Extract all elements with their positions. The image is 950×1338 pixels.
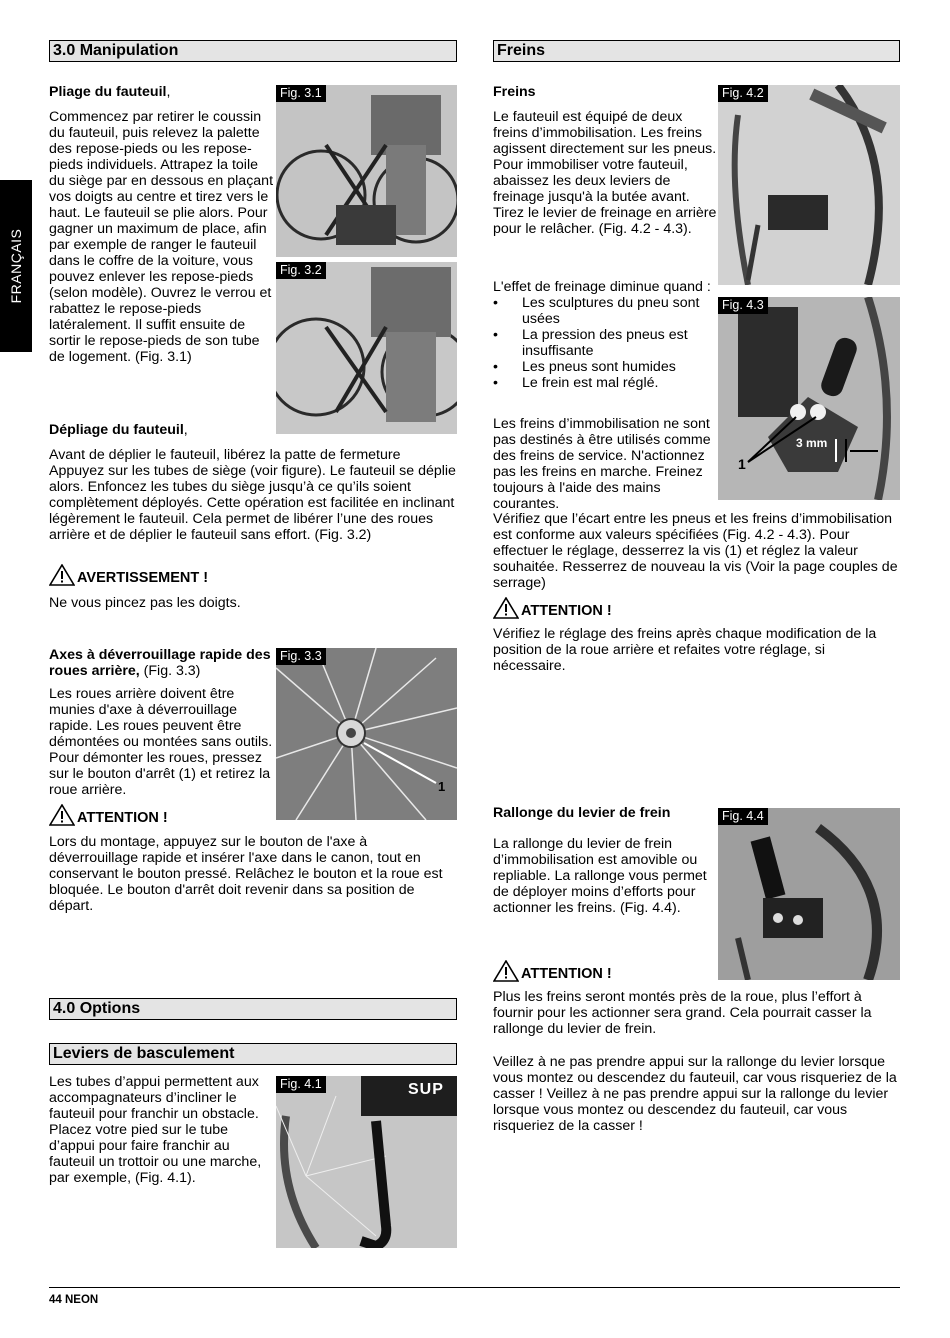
immob-paragraph xyxy=(493,416,719,512)
attention-1-text: Lors du montage, appuyez sur le bouton de l'axe à déverrouillage rapide et insérer l'axe dans le canon, tout en conservant le bouton pressé. Relâchez le bouton et la roue est bloquée. Le bouton d'arrêt doit revenir dans sa position de départ. xyxy=(49,834,443,914)
attention-notice-1 xyxy=(49,804,168,828)
section-header-manipulation-label: 3.0 Manipulation xyxy=(53,42,179,59)
list-item: • Le frein est mal réglé. xyxy=(493,375,715,391)
attention-1-paragraph xyxy=(49,834,457,914)
freins-text: Le fauteuil est équipé de deux freins d’immobilisation. Les freins agissent directement sur les pneus. Pour immobiliser votre fauteuil, abaissez les deux leviers de freinage jusqu'à la butée avant. Tirez le levier de freinage en arrière pour le relâcher. (Fig. 4.2 - 4.3). xyxy=(493,109,717,237)
effet-intro: L'effet de freinage diminue quand : xyxy=(493,279,711,295)
figure-4-2 xyxy=(718,85,900,285)
folding-wheelchair-illustration xyxy=(276,85,457,257)
depliage-title: Dépliage du fauteuil xyxy=(49,422,184,438)
section-header-leviers xyxy=(49,1043,457,1065)
final-paragraph xyxy=(493,1054,900,1134)
figure-4-1-label: Fig. 4.1 xyxy=(276,1076,326,1093)
figure-4-3-measurement: 3 mm xyxy=(796,436,828,450)
figure-4-3 xyxy=(718,297,900,500)
immob-text: Les freins d’immobilisation ne sont pas destinés à être utilisés comme des freins de service. N'actionnez pas les freins en marche. Freinez toujours à l'aide des mains courantes. xyxy=(493,416,711,512)
freins-title: Freins xyxy=(493,84,536,100)
section-header-freins-label: Freins xyxy=(497,42,546,59)
figure-4-1 xyxy=(276,1076,457,1248)
pliage-title: Pliage du fauteuil xyxy=(49,84,167,100)
depliage-paragraph xyxy=(49,447,457,543)
attention-2-text: Vérifiez le réglage des freins après chaque modification de la position de la roue arrière et refaites votre réglage, si nécessaire. xyxy=(493,626,877,674)
unfolding-wheelchair-illustration xyxy=(276,262,457,434)
verif-text: Vérifiez que l’écart entre les pneus et les freins d’immobilisation est conforme aux valeurs spécifiées (Fig. 4.2 - 4.3). Pour effectuer le réglage, desserrez la vis (1) et réglez la valeur souhaitée. Resserrez de nouveau la vis (Voir la page couples de serrage) xyxy=(493,511,898,591)
warning-icon xyxy=(493,960,519,982)
section-header-manipulation xyxy=(49,40,457,62)
pliage-paragraph xyxy=(49,109,277,365)
depliage-title-suffix: , xyxy=(183,422,188,438)
figure-4-3-label: Fig. 4.3 xyxy=(718,297,768,314)
tipping-lever-illustration xyxy=(276,1076,457,1248)
warning-icon xyxy=(49,804,75,826)
freins-heading xyxy=(493,84,713,100)
rallonge-heading xyxy=(493,805,715,821)
avertissement-label: AVERTISSEMENT ! xyxy=(77,570,209,586)
brake-illustration xyxy=(718,85,900,285)
axes-title: Axes à déverrouillage rapide des roues arrière, xyxy=(49,647,271,679)
final-text: Veillez à ne pas prendre appui sur la rallonge du levier lorsque vous montez ou descendez du fauteuil, car vous risqueriez de la casser ! Veillez à ne pas prendre appui sur la rallonge du levier lorsque vous montez ou descendez du fauteuil, car vous risqueriez de la casser ! xyxy=(493,1054,897,1134)
language-tab xyxy=(0,180,32,352)
warning-icon xyxy=(49,564,75,586)
attention-notice-2 xyxy=(493,597,612,621)
language-tab-label: FRANÇAIS xyxy=(8,228,24,304)
figure-3-1 xyxy=(276,85,457,257)
section-header-options xyxy=(49,998,457,1020)
attention-3-paragraph xyxy=(493,989,900,1037)
section-header-freins xyxy=(493,40,900,62)
effet-block xyxy=(493,279,715,391)
avertissement-text: Ne vous pincez pas les doigts. xyxy=(49,595,241,611)
axes-paragraph xyxy=(49,686,277,798)
figure-3-2 xyxy=(276,262,457,434)
section-header-options-label: 4.0 Options xyxy=(53,1000,141,1017)
pliage-title-suffix: , xyxy=(166,84,171,100)
verif-paragraph xyxy=(493,511,900,591)
rallonge-paragraph xyxy=(493,836,715,916)
list-item: • Les pneus sont humides xyxy=(493,359,715,375)
figure-3-2-label: Fig. 3.2 xyxy=(276,262,326,279)
attention-3-text: Plus les freins seront montés près de la roue, plus l’effort à fournir pour les actionner sera grand. Cela pourrait casser la rallonge du levier de frein. xyxy=(493,989,872,1037)
axes-heading xyxy=(49,647,275,679)
attention-1-label: ATTENTION ! xyxy=(77,810,168,826)
attention-2-label: ATTENTION ! xyxy=(521,603,612,619)
list-item: • La pression des pneus est insuffisante xyxy=(493,327,715,359)
figure-4-2-label: Fig. 4.2 xyxy=(718,85,768,102)
list-item: • Les sculptures du pneu sont usées xyxy=(493,295,715,327)
depliage-heading xyxy=(49,422,275,438)
rallonge-text: La rallonge du levier de frein d’immobilisation est amovible ou repliable. La rallonge vous permet de déployer moins d’efforts pour actionner les freins. (Fig. 4.4). xyxy=(493,836,707,916)
freins-paragraph xyxy=(493,109,719,237)
rallonge-title: Rallonge du levier de frein xyxy=(493,805,671,821)
brake-extension-illustration xyxy=(718,808,900,980)
footer-divider xyxy=(49,1287,900,1288)
figure-3-3-callout: 1 xyxy=(438,779,446,794)
avertissement-notice xyxy=(49,564,208,588)
attention-notice-3 xyxy=(493,960,612,984)
figure-3-1-label: Fig. 3.1 xyxy=(276,85,326,102)
leviers-paragraph xyxy=(49,1074,277,1186)
leviers-text: Les tubes d’appui permettent aux accompagnateurs d’incliner le fauteuil pour franchir un obstacle. Placez votre pied sur le tube d’appui pour faire franchir au fauteuil un trottoir ou une marche, par exemple, (Fig. 4.1). xyxy=(49,1074,262,1186)
effet-list xyxy=(493,295,715,391)
warning-icon xyxy=(493,597,519,619)
pliage-text: Commencez par retirer le coussin du fauteuil, puis relevez la palette des repose-pieds ou les repose-pieds individuels. Attrapez la toile du siège par en dessous en plaçant vos doigts au centre et tirez vers le haut. Le fauteuil se plie alors. Pour gagner un maximum de place, afin par exemple de ranger le fauteuil dans le coffre de la voiture, vous pouvez enlever les repose-pieds (selon modèle). Ouvrez le verrou et rabattez le repose-pieds latéralement. Il suffit ensuite de sortir le repose-pieds de son tube de logement. (Fig. 3.1) xyxy=(49,109,274,365)
figure-4-4 xyxy=(718,808,900,980)
figure-3-3-label: Fig. 3.3 xyxy=(276,648,326,665)
axes-title-suffix: (Fig. 3.3) xyxy=(139,663,201,679)
figure-3-3 xyxy=(276,648,457,820)
figure-4-3-callout: 1 xyxy=(738,456,746,472)
figure-4-1-brand: SUP xyxy=(408,1081,444,1098)
page-footer: 44 NEON xyxy=(49,1294,99,1306)
depliage-text: Avant de déplier le fauteuil, libérez la patte de fermeture Appuyez sur les tubes de siège (voir figure). Le fauteuil se déplie alors. Enfoncez les tubes du siège jusqu’à ce qu’ils soient complètement déployés. Cette opération est facilitée en inclinant légèrement le fauteuil. Cela permet de libérer l’une des roues arrière et de déplier le fauteuil sans effort. (Fig. 3.2) xyxy=(49,447,456,543)
attention-3-label: ATTENTION ! xyxy=(521,966,612,982)
axes-text: Les roues arrière doivent être munies d'axe à déverrouillage rapide. Les roues peuvent être démontées ou montées sans outils. Pour démonter les roues, pressez sur le bouton d'arrêt (1) et retirez la roue arrière. xyxy=(49,686,273,798)
section-header-leviers-label: Leviers de basculement xyxy=(53,1045,235,1062)
quick-release-axle-illustration xyxy=(276,648,457,820)
avertissement-paragraph xyxy=(49,595,349,611)
figure-4-4-label: Fig. 4.4 xyxy=(718,808,768,825)
pliage-heading xyxy=(49,84,275,100)
attention-2-paragraph xyxy=(493,626,900,674)
